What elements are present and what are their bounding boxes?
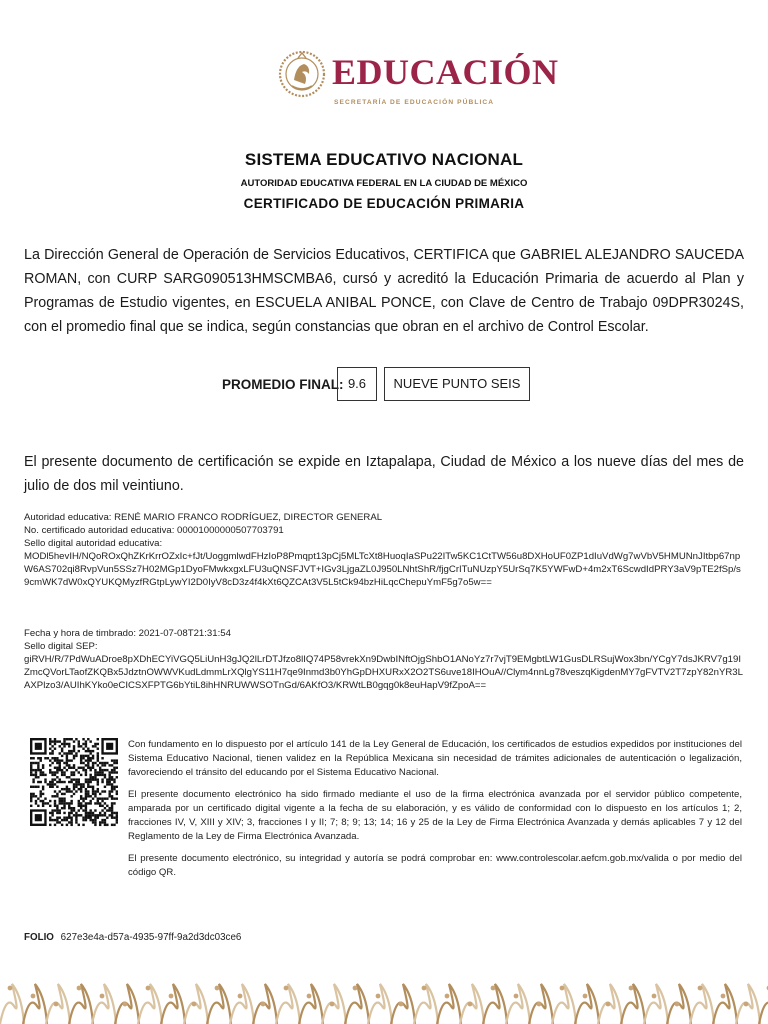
brand-name: EDUCACIÓN [332, 52, 559, 92]
folio [24, 932, 241, 943]
legal-paragraph-2: El presente documento electrónico ha sido firmado mediante el uso de la firma electrónica avanzada por el servidor público competente, amparada por un certificado digital vigente a la fecha de su elaboración, y es válido de conformidad con lo dispuesto en los artículos 1; 2, fracciones IV, V, XIII y XIV; 3, fracciones I y II; 7; 8; 9; 13; 14; 16 y 25 de la Ley de Firma Electrónica Avanzada y demás aplicables 7 y 12 del Reglamento de la Ley de Firma Electrónica Avanzada. [128, 789, 742, 842]
seal-label: Sello digital autoridad educativa: [24, 538, 163, 549]
certification-paragraph: La Dirección General de Operación de Servicios Educativos, CERTIFICA que GABRIEL ALEJANDRO SAUCEDA ROMAN, con CURP SARG090513HMSCMBA6, cursó y acreditó la Educación Primaria de acuerdo al Plan y Programas de Estudio vigentes, en ESCUELA ANIBAL PONCE, con Clave de Centro de Trabajo 09DPR3024S, con el promedio final que se indica, según constancias que obran en el archivo de Control Escolar. [24, 247, 744, 335]
promedio-value-box: 9.6 [337, 367, 377, 401]
decorative-pattern-band [0, 976, 768, 1024]
qr-code-icon [30, 735, 118, 877]
sep-seal: giRVH/R/7PdWuADroe8pXDhECYiVGQ5LiUnH3gJQ2lLrDTJfzo8lIQ74P58vrekXn9DwbINftOjgShbO1ANoYz7r7vjT9EMgbtLW1GusDLRSujWox3bn/YCgY7dsJKRV7g19IZmcQVorLTaofZKQBx5JdztnOWWVKudLdmmLrXQlgYS11H7qe9Inmd3b0YhGpDHXURxX2O2TS6uve18IHOuA//Clym4nnLg78veszqKigdenMY7gFVTV2T7zpY82nYR3LAXPlzo3/AUIhKYko0eCICSXFPTG6bYtiL8ihHNRUWWSOTnGd/6AKfO3/KRWtLB0gqg0k8euHapV9fZpoA== [24, 654, 743, 691]
education-logo [278, 44, 559, 116]
issue-paragraph: El presente documento de certificación se expide en Iztapalapa, Ciudad de México a los nueve días del mes de julio de dos mil veintiuno. [24, 454, 744, 494]
folio-label: FOLIO [24, 932, 54, 943]
national-emblem-icon [278, 44, 326, 112]
qr-code [30, 735, 118, 877]
authority-seal: MODl5hevIH/NQoROxQhZKrKrrOZxIc+fJt/UoggmlwdFHzIoP8Pmqpt13pCj5MLTcXt8HuoqIaSPu22ITw5KC1CtTW56u8DXHoUF0ZP1dIuVdWg7wVbV5HMUNnJItbp67npW6AS702qi8RvpVun5SSz7H02MGp1DyoFMwkxgxLFU3uQNSFJVT+IGv3LjgaZL0J950LNhtShR/fjgCrITuNUzpY5UrSq7K5YWFwD+4m2xT6ScwdIdPRY3aV9pTE2fSp/s9cmWK7dW0xQYUKQMyzfRGtpLywYI2D0IyV8cD3z4f4kXt6QZCAt3V5L5tCk94bzHiLqcChepuYmF5g7o5w== [24, 551, 741, 588]
sep-metadata [24, 627, 744, 692]
certificate-title: CERTIFICADO DE EDUCACIÓN PRIMARIA [243, 196, 525, 211]
authority-line: Autoridad educativa: RENÉ MARIO FRANCO RODRÍGUEZ, DIRECTOR GENERAL [24, 512, 383, 523]
folio-value: 627e3e4a-d57a-4935-97ff-9a2d3dc03ce6 [60, 932, 242, 943]
legal-text [128, 738, 742, 888]
legal-paragraph-3: El presente documento electrónico, su integridad y autoría se podrá comprobar en: www.controlescolar.aefcm.gob.mx/valida o por medio del código QR. [128, 853, 742, 878]
system-title: SISTEMA EDUCATIVO NACIONAL [244, 150, 524, 169]
authority-title: AUTORIDAD EDUCATIVA FEDERAL EN LA CIUDAD DE MÉXICO [240, 178, 528, 189]
promedio-label: PROMEDIO FINAL: [222, 377, 344, 392]
authority-metadata [24, 511, 744, 589]
promedio-words-box: NUEVE PUNTO SEIS [384, 367, 530, 401]
timestamp-line: Fecha y hora de timbrado: 2021-07-08T21:31:54 [24, 628, 231, 639]
legal-paragraph-1: Con fundamento en lo dispuesto por el artículo 141 de la Ley General de Educación, los certificados de estudios expedidos por instituciones del Sistema Educativo Nacional, tienen validez en la República Mexicana sin necesidad de trámites adicionales de autenticación o legalización, favoreciendo el tránsito del educando por el Sistema Educativo Nacional. [128, 739, 742, 778]
cert-number-line: No. certificado autoridad educativa: 00001000000507703791 [24, 525, 284, 536]
sep-seal-label: Sello digital SEP: [24, 641, 98, 652]
brand-subtitle: SECRETARÍA DE EDUCACIÓN PÚBLICA [334, 99, 495, 106]
